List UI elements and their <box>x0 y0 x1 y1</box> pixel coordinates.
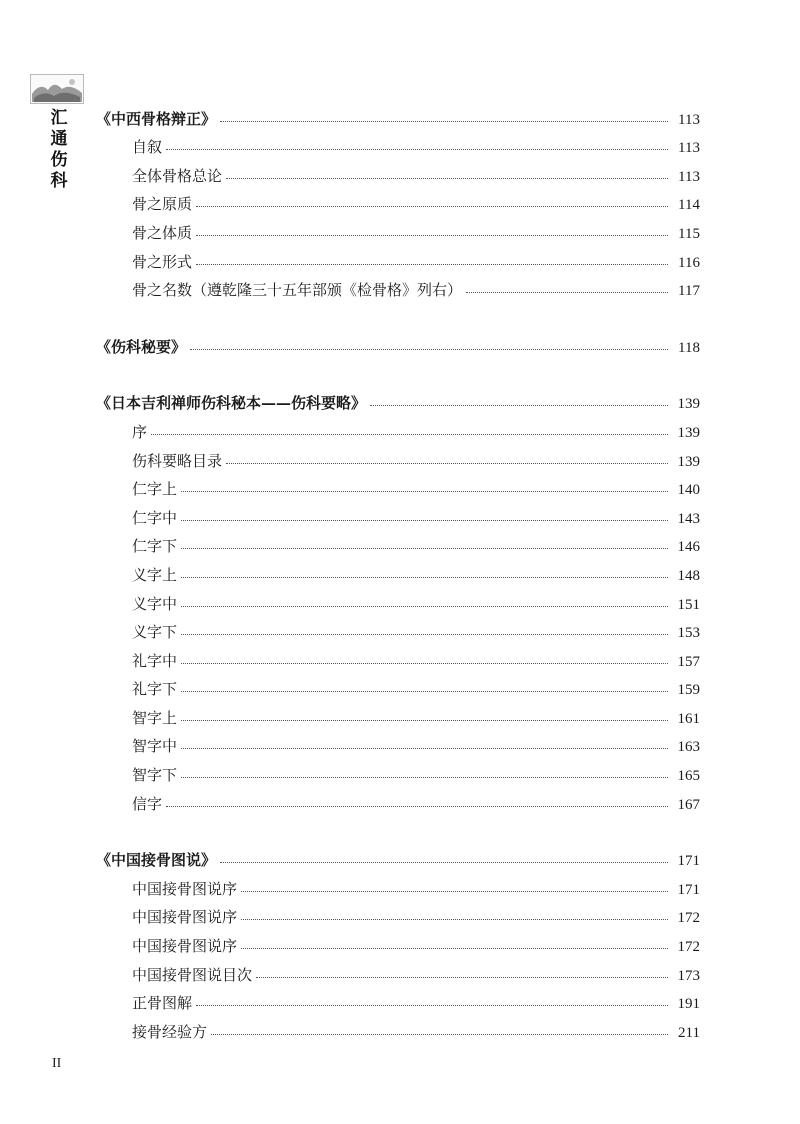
toc-entry-title: 智字下 <box>132 766 178 785</box>
dot-leader <box>151 434 668 435</box>
toc-entry-page: 143 <box>677 510 700 527</box>
dot-leader <box>181 577 668 578</box>
dot-leader <box>181 691 668 692</box>
toc-entry <box>100 157 700 186</box>
toc-entry-page: 153 <box>677 625 700 642</box>
dot-leader <box>166 806 668 807</box>
dot-leader <box>181 548 668 549</box>
toc-entry <box>100 186 700 215</box>
toc-entry-page: 151 <box>677 596 700 613</box>
dot-leader <box>226 463 668 464</box>
toc-entry-page: 113 <box>678 168 700 185</box>
dot-leader <box>181 748 668 749</box>
toc-entry-title: 仁字中 <box>132 508 178 527</box>
toc-entry <box>100 243 700 272</box>
toc-entry <box>100 1013 700 1042</box>
toc-entry <box>100 870 700 899</box>
toc-entry-title: 全体骨格总论 <box>132 166 223 185</box>
toc-entry-page: 172 <box>677 939 700 956</box>
dot-leader <box>181 491 668 492</box>
toc-entry-page: 211 <box>678 1024 700 1041</box>
toc-entry <box>100 699 700 728</box>
toc-entry-title: 骨之形式 <box>132 252 193 271</box>
toc-entry-title: 礼字下 <box>132 680 178 699</box>
toc-entry-title: 序 <box>132 422 148 441</box>
toc-entry-page: 139 <box>677 424 700 441</box>
toc-entry <box>100 785 700 814</box>
dot-leader <box>166 149 668 150</box>
header-logo <box>30 74 84 104</box>
toc-entry-page: 159 <box>677 682 700 699</box>
toc-entry-title: 《伤科秘要》 <box>96 337 187 356</box>
dot-leader <box>220 121 668 122</box>
toc-entry <box>100 985 700 1014</box>
toc-section-heading <box>96 328 700 357</box>
toc-entry-page: 161 <box>677 710 700 727</box>
toc-entry-title: 《日本吉利禅师伤科秘本——伤科要略》 <box>96 394 367 413</box>
toc-entry-page: 173 <box>677 967 700 984</box>
dot-leader <box>190 349 668 350</box>
toc-entry-title: 礼字中 <box>132 651 178 670</box>
toc-entry <box>100 528 700 557</box>
toc-entry-title: 仁字下 <box>132 537 178 556</box>
toc-entry-page: 139 <box>677 453 700 470</box>
toc-entry-page: 117 <box>678 283 700 300</box>
toc-entry <box>100 614 700 643</box>
toc-section-heading <box>96 842 700 871</box>
dot-leader <box>226 178 668 179</box>
toc-entry-page: 191 <box>677 996 700 1013</box>
toc-entry-page: 172 <box>677 910 700 927</box>
table-of-contents <box>96 100 700 1070</box>
dot-leader <box>181 634 668 635</box>
toc-entry-title: 伤科要略目录 <box>132 451 223 470</box>
toc-entry-title: 正骨图解 <box>132 994 193 1013</box>
toc-entry-page: 116 <box>678 254 700 271</box>
dot-leader <box>181 606 668 607</box>
dot-leader <box>370 405 668 406</box>
toc-entry-title: 智字上 <box>132 708 178 727</box>
running-side-title: 汇通伤科 <box>50 108 68 191</box>
toc-entry <box>100 471 700 500</box>
toc-entry <box>100 728 700 757</box>
dot-leader <box>220 862 668 863</box>
toc-entry-page: 118 <box>678 339 700 356</box>
toc-section <box>96 842 700 1042</box>
toc-entry-title: 骨之名数（遵乾隆三十五年部颁《检骨格》列右） <box>132 281 463 300</box>
toc-entry-page: 171 <box>677 881 700 898</box>
toc-entry-title: 智字中 <box>132 737 178 756</box>
toc-section-heading <box>96 100 700 129</box>
dot-leader <box>196 206 668 207</box>
toc-entry-title: 中国接骨图说序 <box>132 937 238 956</box>
dot-leader <box>196 1005 668 1006</box>
dot-leader <box>466 292 668 293</box>
toc-entry <box>100 956 700 985</box>
toc-entry-title: 骨之原质 <box>132 195 193 214</box>
toc-entry-page: 140 <box>677 482 700 499</box>
toc-entry <box>100 272 700 301</box>
toc-section <box>96 100 700 300</box>
dot-leader <box>256 977 668 978</box>
toc-entry-page: 113 <box>678 140 700 157</box>
dot-leader <box>181 720 668 721</box>
toc-entry-title: 仁字上 <box>132 480 178 499</box>
toc-entry-title: 骨之体质 <box>132 223 193 242</box>
toc-entry <box>100 556 700 585</box>
toc-entry <box>100 214 700 243</box>
toc-entry-page: 167 <box>677 796 700 813</box>
toc-entry-title: 中国接骨图说序 <box>132 879 238 898</box>
toc-entry <box>100 756 700 785</box>
toc-entry <box>100 499 700 528</box>
toc-entry-page: 157 <box>677 653 700 670</box>
dot-leader <box>211 1034 668 1035</box>
toc-entry <box>100 642 700 671</box>
toc-entry-page: 113 <box>678 111 700 128</box>
page-number: II <box>52 1056 62 1071</box>
dot-leader <box>196 235 668 236</box>
toc-entry-page: 171 <box>677 853 700 870</box>
toc-entry-title: 《中国接骨图说》 <box>96 851 217 870</box>
dot-leader <box>241 891 668 892</box>
toc-entry <box>100 585 700 614</box>
toc-entry-title: 自叙 <box>132 138 163 157</box>
toc-entry <box>100 899 700 928</box>
toc-section-heading <box>96 385 700 414</box>
toc-section <box>96 328 700 357</box>
toc-entry-page: 139 <box>677 396 700 413</box>
dot-leader <box>181 520 668 521</box>
toc-entry <box>100 129 700 158</box>
landscape-logo-icon <box>30 74 84 104</box>
toc-entry-page: 148 <box>677 567 700 584</box>
toc-entry-title: 义字下 <box>132 623 178 642</box>
toc-entry-page: 146 <box>677 539 700 556</box>
toc-entry <box>100 442 700 471</box>
toc-entry-title: 《中西骨格辩正》 <box>96 109 217 128</box>
dot-leader <box>241 919 668 920</box>
toc-entry <box>100 413 700 442</box>
toc-entry-page: 165 <box>677 768 700 785</box>
toc-entry-title: 义字中 <box>132 594 178 613</box>
toc-entry <box>100 927 700 956</box>
toc-entry-title: 接骨经验方 <box>132 1022 208 1041</box>
toc-entry-page: 163 <box>677 739 700 756</box>
dot-leader <box>196 264 668 265</box>
toc-entry-title: 中国接骨图说目次 <box>132 965 253 984</box>
toc-entry <box>100 671 700 700</box>
toc-entry-title: 中国接骨图说序 <box>132 908 238 927</box>
toc-entry-page: 115 <box>678 225 700 242</box>
toc-entry-page: 114 <box>678 197 700 214</box>
toc-entry-title: 义字上 <box>132 565 178 584</box>
dot-leader <box>241 948 668 949</box>
toc-entry-title: 信字 <box>132 794 163 813</box>
dot-leader <box>181 777 668 778</box>
dot-leader <box>181 663 668 664</box>
toc-section <box>96 385 700 814</box>
